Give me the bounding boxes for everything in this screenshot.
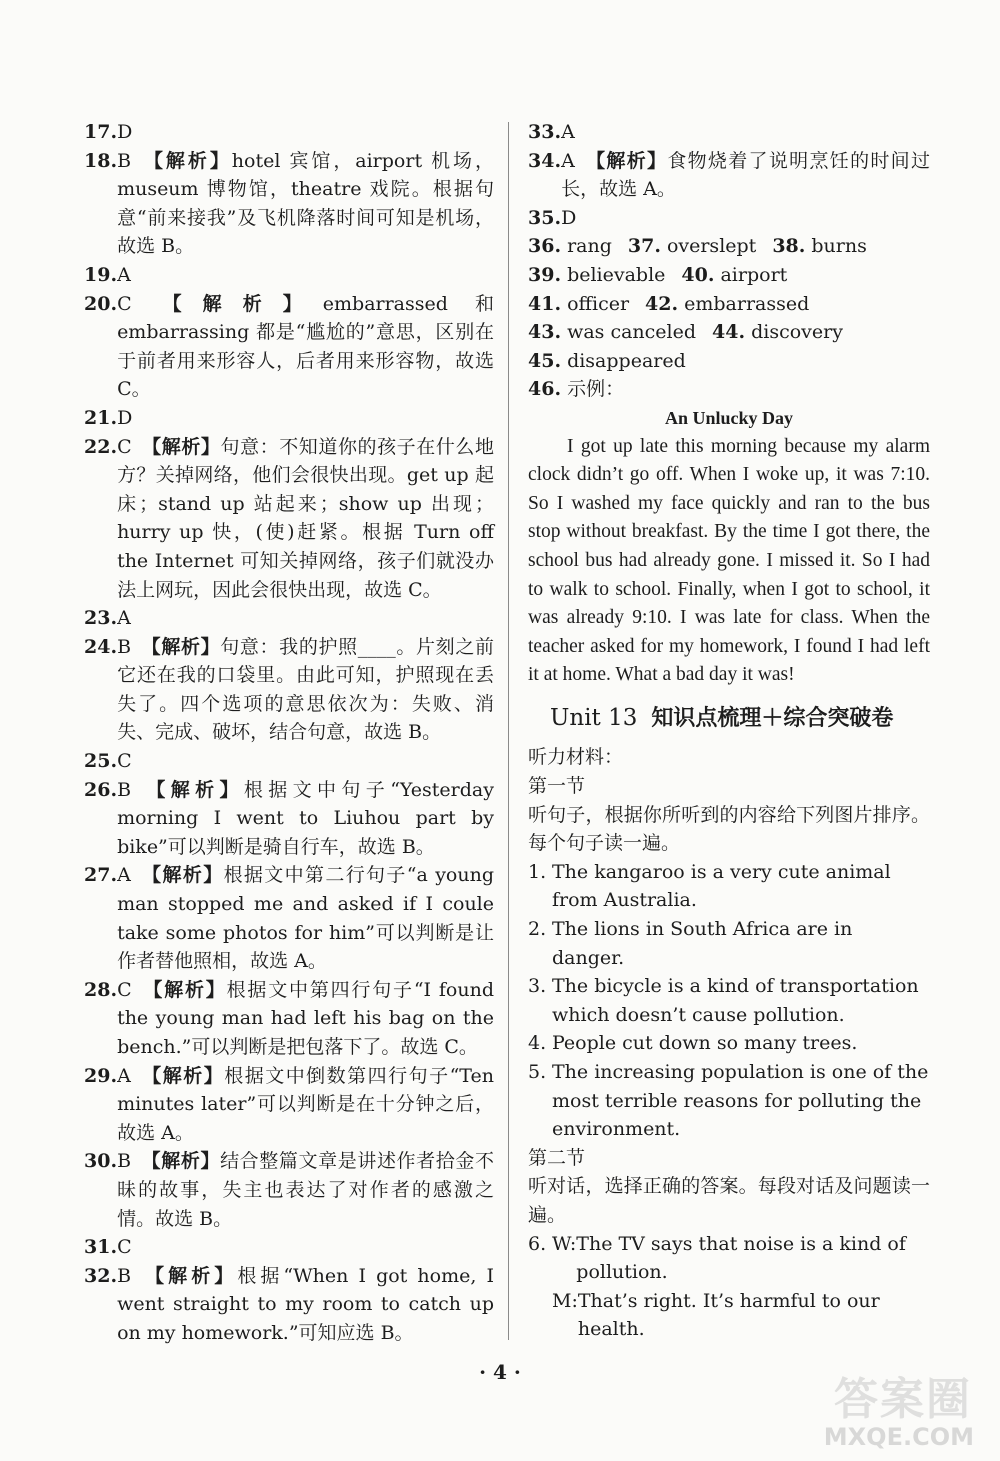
answer-word: disappeared <box>567 349 686 372</box>
answer-letter: B <box>117 635 132 658</box>
answer-body <box>117 976 494 1062</box>
analysis-tag: 【解析】 <box>140 864 224 887</box>
question-number: 35. <box>528 206 562 229</box>
answer-letter: B <box>117 1150 132 1173</box>
section-1-instructions: 听句子，根据你所听到的内容给下列图片排序。每个句子读一遍。 <box>528 803 930 855</box>
question-number: 26. <box>84 778 118 801</box>
sentence-number: 2. <box>528 918 547 941</box>
analysis-text: 根据文中倒数第四行句子“Ten minutes later”可以判断是在十分钟之后，故选 A。 <box>117 1064 494 1144</box>
speaker: W: <box>552 1232 577 1255</box>
answer-word: discovery <box>751 321 843 344</box>
analysis-tag: 【解析】 <box>141 1150 221 1173</box>
analysis-text: 句意：不知道你的孩子在什么地方？关掉网络，他们会很快出现。get up 起床；stand up 站起来；show up 出现；hurry up 快，(使)赶紧。根据 Turn off the Internet 可知关掉网络，孩子们就没办法上网玩，因此会很快出现，故选 C。 <box>117 435 494 601</box>
answer-item <box>84 147 494 261</box>
sentence-number: 3. <box>528 975 547 998</box>
answer-item <box>84 604 494 633</box>
answer-item <box>84 290 494 404</box>
question-number: 31. <box>84 1236 118 1259</box>
answer-body <box>117 776 494 862</box>
question-number: 22. <box>84 435 118 458</box>
analysis-text: hotel 宾馆，airport 机场，museum 博物馆，theatre 戏院。根据句意“前来接我”及飞机降落时间可知是机场，故选 B。 <box>117 149 494 258</box>
answer-word: believable <box>567 263 666 286</box>
answer-word: rang <box>567 235 612 258</box>
question-number: 42. <box>645 292 679 315</box>
answer-letter: D <box>117 406 133 429</box>
question-number: 39. <box>528 263 562 286</box>
analysis-tag: 【解析】 <box>140 1064 225 1087</box>
unit-label: Unit 13 <box>550 704 638 731</box>
answer-word: overslept <box>666 235 757 258</box>
answer-item <box>84 1147 494 1233</box>
sentence-text: The lions in South Africa are in danger. <box>552 918 853 969</box>
question-number: 25. <box>84 750 118 773</box>
answer-item <box>84 633 494 747</box>
watermark-logo-text: 答案圈 <box>834 1374 972 1425</box>
answer-letter: D <box>561 206 577 229</box>
watermark-logo <box>782 1363 982 1453</box>
question-number: 17. <box>84 121 118 143</box>
answer-body <box>561 204 930 233</box>
sentence-text: People cut down so many trees. <box>552 1032 858 1055</box>
answer-letter: A <box>117 607 131 630</box>
answer-letter: C <box>117 435 132 458</box>
analysis-text: embarrassed 和 embarrassing 都是“尴尬的”意思，区别在于前者用来形容人，后者用来形容物，故选 C。 <box>117 292 494 401</box>
answer-body <box>117 1233 494 1262</box>
answer-body <box>117 261 494 290</box>
answer-item <box>84 1262 494 1348</box>
answer-letter: A <box>561 121 575 143</box>
answer-letter: A <box>117 1064 131 1087</box>
answer-letter: B <box>117 1264 132 1287</box>
answer-body <box>561 118 930 147</box>
analysis-tag: 【解析】 <box>584 149 668 172</box>
answer-letter: A <box>561 149 575 172</box>
answer-body <box>117 861 494 975</box>
dialog-number <box>528 1287 552 1344</box>
dialog-text: That’s right. It’s harmful to our health. <box>577 1289 880 1341</box>
section-2-label: 第二节 <box>528 1146 586 1169</box>
column-divider <box>508 122 509 1340</box>
answer-row <box>528 318 930 347</box>
answer-body <box>117 290 494 404</box>
answer-body <box>117 604 494 633</box>
sentence-number: 4. <box>528 1032 547 1055</box>
question-number: 20. <box>84 292 118 315</box>
question-number: 41. <box>528 292 562 315</box>
sentence-text: The bicycle is a kind of transportation which doesn’t cause pollution. <box>552 975 919 1026</box>
question-number: 23. <box>84 607 118 630</box>
answer-body <box>117 118 494 147</box>
question-number: 43. <box>528 321 562 344</box>
unit-heading <box>550 704 930 734</box>
page-number: · 4 · <box>479 1360 521 1384</box>
question-number: 21. <box>84 406 118 429</box>
question-number: 29. <box>84 1064 118 1087</box>
question-number: 19. <box>84 263 118 286</box>
listening-sentence <box>528 1058 930 1144</box>
answer-item <box>84 976 494 1062</box>
analysis-tag: 【解析】 <box>141 435 221 458</box>
question-number: 27. <box>84 864 118 887</box>
answer-letter: B <box>117 149 132 172</box>
essay-title: An Unlucky Day <box>664 407 794 428</box>
listening-sentence <box>528 915 930 972</box>
listening-sentence <box>528 972 930 1029</box>
answer-item <box>528 118 930 147</box>
question-number: 18. <box>84 149 118 172</box>
answer-item <box>84 861 494 975</box>
dialog-number: 6. <box>528 1232 547 1255</box>
answer-body <box>117 747 494 776</box>
answer-item <box>84 1233 494 1262</box>
analysis-text: 句意：我的护照____。片刻之前它还在我的口袋里。由此可知，护照现在丢失了。四个选项的意思依次为：失败、消失、完成、破坏，结合句意，故选 B。 <box>117 635 494 744</box>
answer-word: embarrassed <box>684 292 810 315</box>
analysis-tag: 【解析】 <box>141 1264 238 1287</box>
answer-item <box>528 147 930 204</box>
answer-letter: C <box>117 292 132 315</box>
question-number: 40. <box>681 263 715 286</box>
question-46: 46. 示例： <box>528 378 625 401</box>
answer-row <box>528 347 930 376</box>
answer-letter: D <box>117 121 133 143</box>
answer-row <box>528 290 930 319</box>
sentence-text: The kangaroo is a very cute animal from Australia. <box>552 860 891 912</box>
listening-sentence <box>528 858 930 915</box>
essay-text: I got up late this morning because my alarm clock didn’t go off. When I woke up, it was 7:10. So I washed my face quickly and ran to the bus stop without breakfast. By the time I got there, the school bus had already gone. I missed it. So I had to walk to school. Finally, when I got to school, it was already 9:10. I was late for class. When the teacher asked for my homework, I found I had left it at home. What a bad day it was! <box>528 435 930 686</box>
answer-body <box>561 147 930 204</box>
answer-body <box>117 1262 494 1348</box>
analysis-text: 结合整篇文章是讲述作者拾金不昧的故事，失主也表达了对作者的感激之情。故选 B。 <box>117 1150 494 1230</box>
listening-sentence <box>528 1029 930 1058</box>
analysis-tag: 【解析】 <box>141 978 227 1001</box>
answer-item <box>84 404 494 433</box>
analysis-text: 食物烧着了说明烹饪的时间过长，故选 A。 <box>561 149 930 201</box>
sentence-number: 1. <box>528 860 547 883</box>
answer-letter: A <box>117 864 131 887</box>
answer-letter: B <box>117 778 132 801</box>
answer-item <box>528 204 930 233</box>
answer-item <box>84 261 494 290</box>
answer-body <box>117 633 494 747</box>
section-1-label: 第一节 <box>528 775 586 798</box>
dialog-line <box>528 1287 930 1344</box>
answer-row <box>528 232 930 261</box>
answer-letter: C <box>117 1236 132 1259</box>
right-column <box>528 118 930 1344</box>
answer-body <box>117 1147 494 1233</box>
analysis-text: 根据文中句子“Yesterday morning I went to Liuhou part by bike”可以判断是骑自行车，故选 B。 <box>117 778 494 858</box>
answer-row <box>528 261 930 290</box>
answer-letter: C <box>117 750 132 773</box>
answer-item <box>84 776 494 862</box>
dialog-text: The TV says that noise is a kind of pollution. <box>576 1232 906 1284</box>
analysis-tag: 【解析】 <box>141 635 221 658</box>
analysis-text: 根据“When I got home, I went straight to my room to catch up on my homework.”可知应选 B。 <box>117 1264 494 1344</box>
answer-item <box>84 1062 494 1148</box>
answer-body <box>117 1062 494 1148</box>
speaker: M: <box>552 1289 578 1312</box>
question-number: 45. <box>528 349 562 372</box>
answer-letter: A <box>117 263 131 286</box>
unit-title: 知识点梳理＋综合突破卷 <box>651 705 894 731</box>
question-number: 24. <box>84 635 118 658</box>
left-column <box>84 118 494 1348</box>
answer-word: was canceled <box>567 321 697 344</box>
question-number: 33. <box>528 121 562 143</box>
analysis-tag: 【解析】 <box>141 149 232 172</box>
answer-letter: C <box>117 978 132 1001</box>
question-number: 30. <box>84 1150 118 1173</box>
question-number: 37. <box>627 235 661 258</box>
dialog-line <box>528 1230 930 1287</box>
question-number: 28. <box>84 978 118 1001</box>
answer-body <box>117 404 494 433</box>
section-2-instructions: 听对话，选择正确的答案。每段对话及问题读一遍。 <box>528 1175 930 1226</box>
answer-body <box>117 433 494 605</box>
answer-word: burns <box>811 235 867 258</box>
answer-item <box>84 118 494 147</box>
sentence-text: The increasing population is one of the most terrible reasons for polluting the environment. <box>552 1061 929 1141</box>
analysis-tag: 【解析】 <box>141 778 244 801</box>
watermark-url: MXQE.COM <box>823 1423 974 1451</box>
question-number: 36. <box>528 235 562 258</box>
answer-item <box>84 433 494 605</box>
question-number: 34. <box>528 149 562 172</box>
answer-item <box>84 747 494 776</box>
question-number: 32. <box>84 1264 118 1287</box>
listening-heading: 听力材料： <box>528 746 624 769</box>
sentence-number: 5. <box>528 1061 547 1083</box>
analysis-text: 根据文中第四行句子“I found the young man had left his bag on the bench.”可以判断是把包落下了。故选 C。 <box>117 978 494 1058</box>
answer-body <box>117 147 494 261</box>
analysis-text: 根据文中第二行句子“a young man stopped me and asked if I coule take some photos for him”可以判断是让作者替他照相，故选 A。 <box>117 864 494 973</box>
answer-word: officer <box>567 292 630 315</box>
question-number: 44. <box>712 321 746 344</box>
analysis-tag: 【解析】 <box>141 292 323 315</box>
question-number: 38. <box>772 235 806 258</box>
answer-word: airport <box>720 263 788 286</box>
